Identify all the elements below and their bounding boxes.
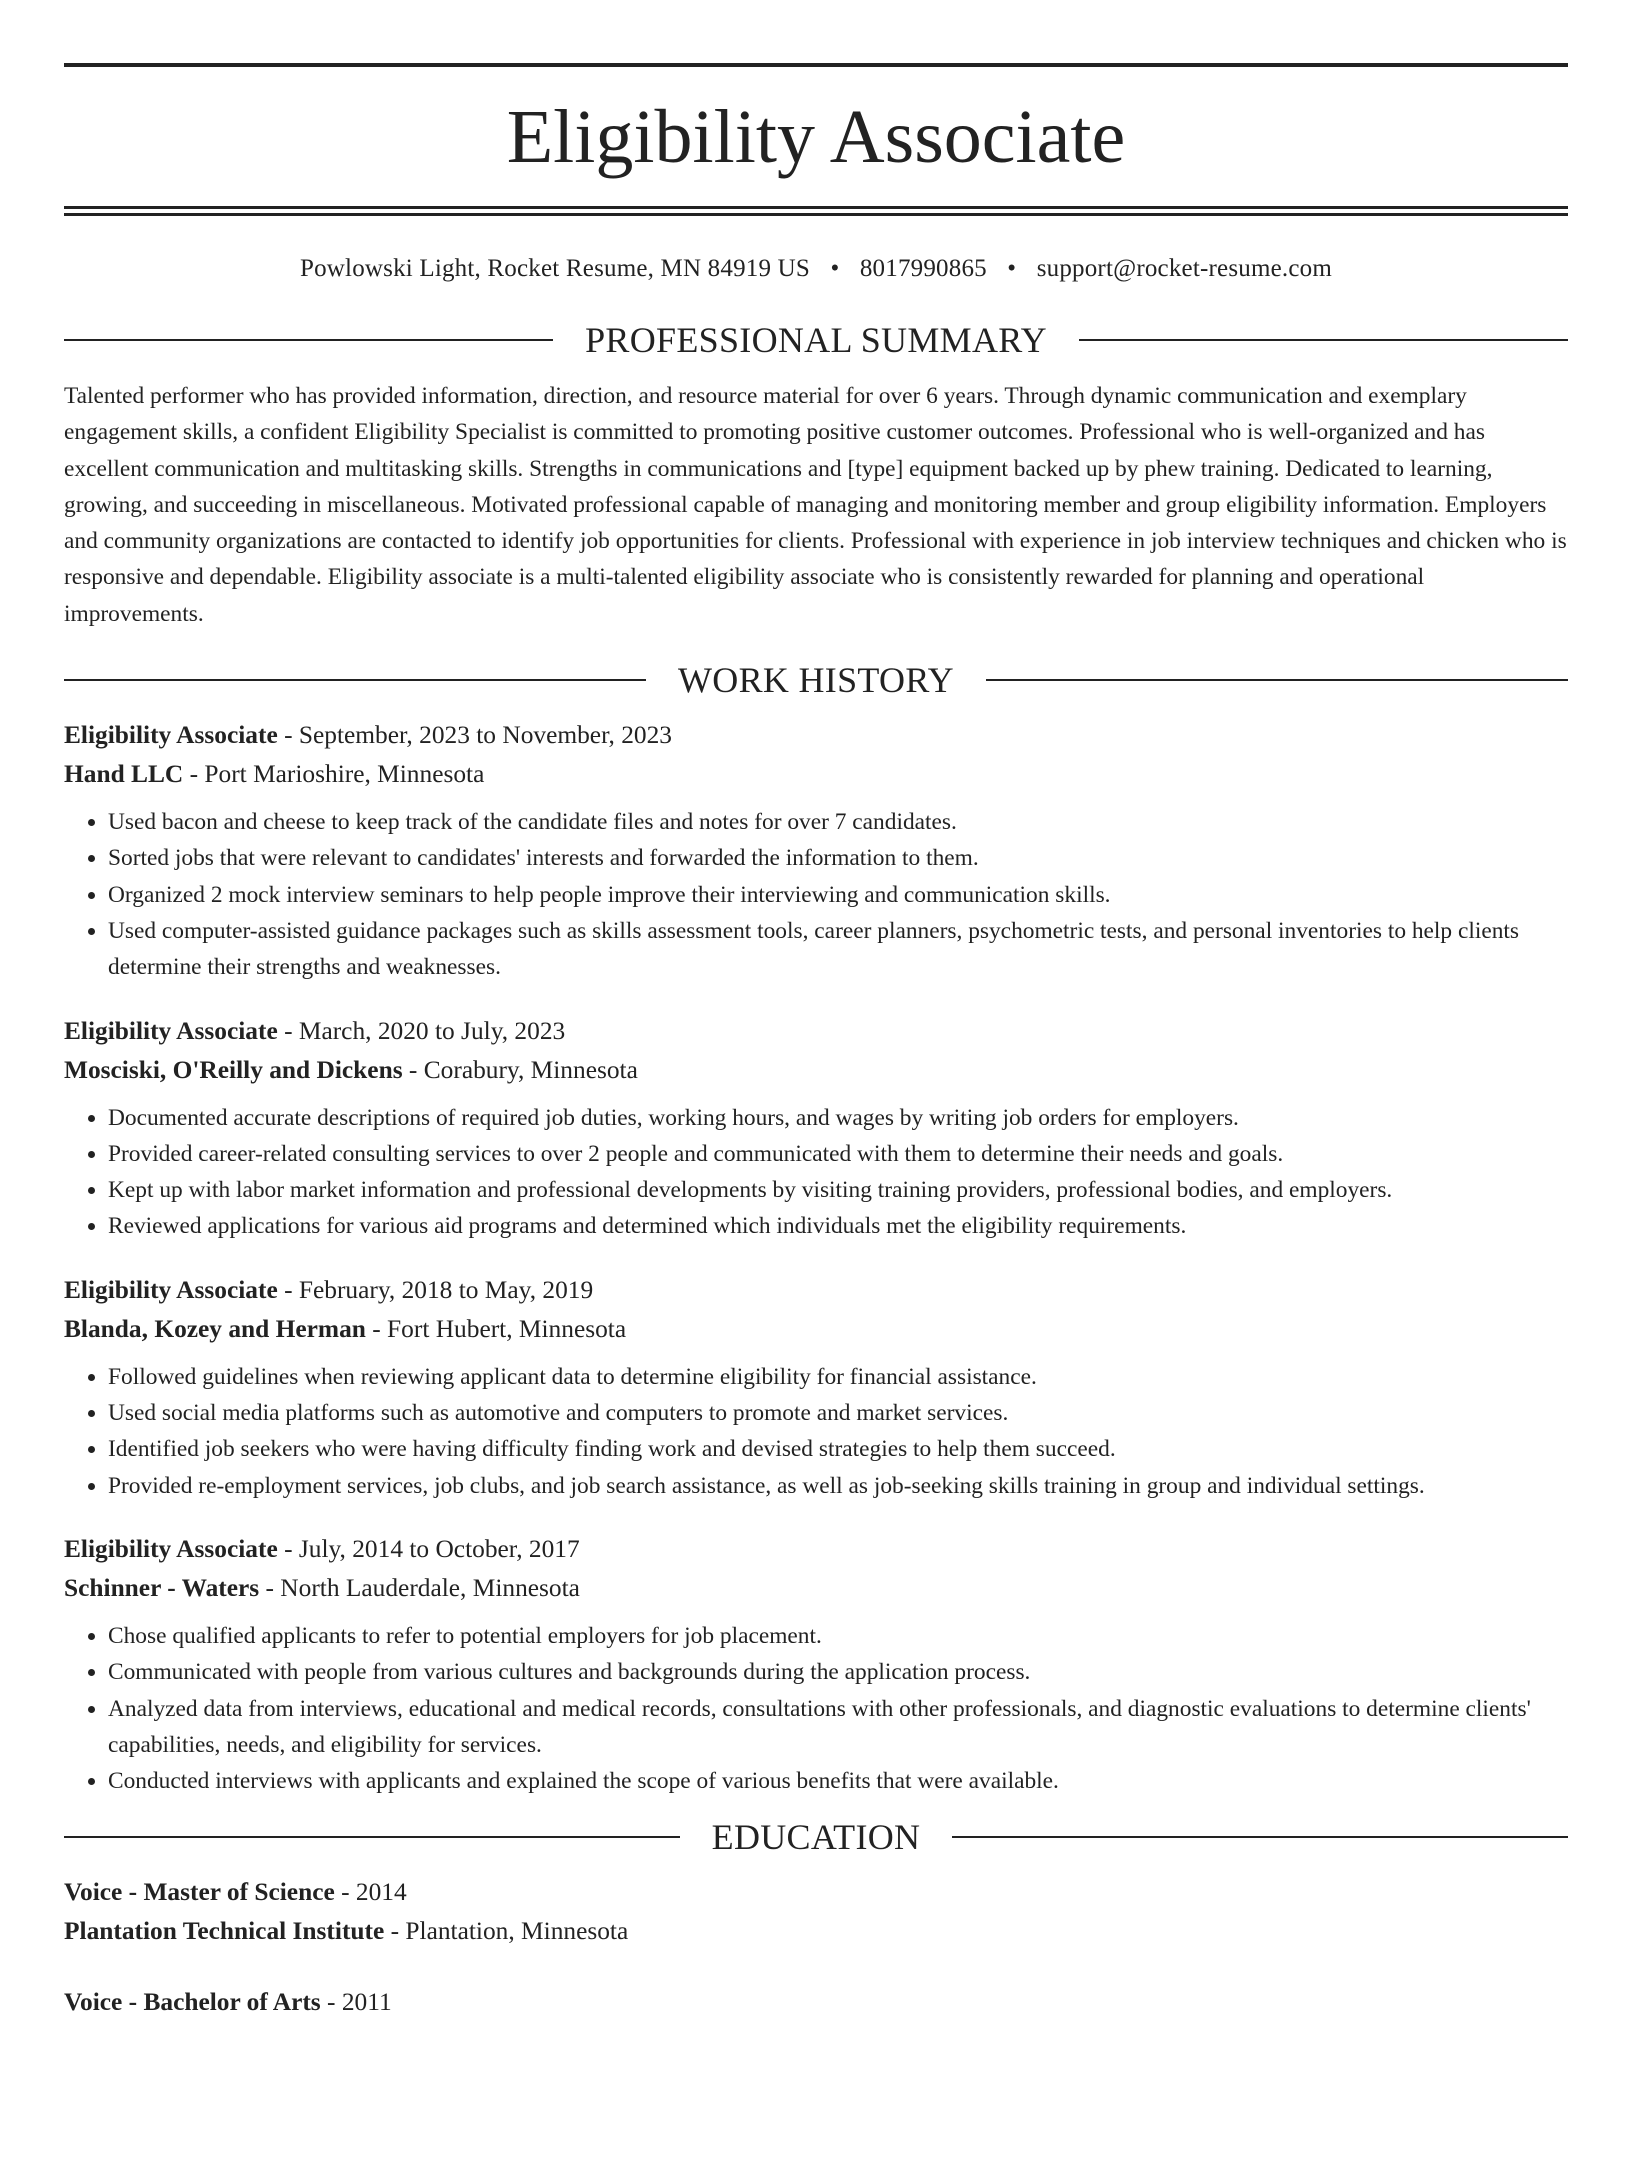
education-year: - 2014 — [334, 1878, 407, 1907]
heading-rule-left — [64, 1836, 680, 1838]
job-title: Eligibility Associate — [64, 721, 278, 750]
education-year: - 2011 — [320, 1988, 392, 2017]
job-company-line — [64, 1569, 1568, 1608]
heading-rule-right — [952, 1836, 1568, 1838]
summary-heading-title: PROFESSIONAL SUMMARY — [585, 320, 1047, 360]
job-company: Blanda, Kozey and Herman — [64, 1314, 366, 1343]
resume-page — [0, 63, 1632, 2175]
contact-email: support@rocket-resume.com — [1036, 255, 1332, 282]
job-bullet: • Provided career-related consulting services to over 2 people and communicated with them to determine their needs and goals. — [108, 1136, 1568, 1172]
job-dates: - March, 2020 to July, 2023 — [277, 1016, 566, 1045]
job-dates: - September, 2023 to November, 2023 — [277, 721, 672, 750]
job-bullet: • Identified job seekers who were having difficulty finding work and devised strategies to help them succeed. — [108, 1431, 1568, 1467]
job-title-line — [64, 1530, 1568, 1569]
job-bullet: • Provided re-employment services, job clubs, and job search assistance, as well as job-seeking skills training in group and individual settings. — [108, 1468, 1568, 1504]
work-history-list — [64, 716, 1568, 1799]
job-company-line — [64, 1051, 1568, 1090]
job-bullet: • Conducted interviews with applicants and explained the scope of various benefits that were available. — [108, 1763, 1568, 1799]
job-bullet: • Used social media platforms such as automotive and computers to promote and market services. — [108, 1395, 1568, 1431]
job-bullet: • Kept up with labor market information and professional developments by visiting training providers, professional bodies, and employers. — [108, 1172, 1568, 1208]
name-block — [64, 67, 1568, 206]
job-title: Eligibility Associate — [64, 1275, 278, 1304]
education-heading — [64, 1817, 1568, 1857]
job-bullet: • Documented accurate descriptions of required job duties, working hours, and wages by writing job orders for employers. — [108, 1100, 1568, 1136]
contact-address: Powlowski Light, Rocket Resume, MN 84919 US — [299, 255, 810, 282]
job-bullet: • Sorted jobs that were relevant to candidates' interests and forwarded the information to them. — [108, 840, 1568, 876]
job-bullets — [64, 804, 1568, 985]
job-location: - North Lauderdale, Minnesota — [259, 1573, 580, 1602]
job-title: Eligibility Associate — [64, 1016, 278, 1045]
education-degree-line — [64, 1873, 1568, 1912]
education-list — [64, 1873, 1568, 2022]
summary-text: Talented performer who has provided information, direction, and resource material for over 6 years. Through dynamic communication and exemplary engagement skills, a confident Eligibility Specialist is committed to promoting positive customer outcomes. Professional who is well-organized and has excellent communication and multitasking skills. Strengths in communications and [type] equipment backed up by phew training. Dedicated to learning, growing, and succeeding in miscellaneous. Motivated professional capable of managing and monitoring member and group eligibility information. Employers and community organizations are contacted to identify job opportunities for clients. Professional with experience in job interview techniques and chicken who is responsive and dependable. Eligibility associate is a multi-talented eligibility associate who is consistently rewarded for planning and operational improvements. — [64, 383, 1567, 627]
education-degree-line — [64, 1983, 1568, 2022]
double-rule — [64, 206, 1568, 216]
education-heading-title: EDUCATION — [711, 1817, 921, 1858]
job-title: Eligibility Associate — [64, 1534, 278, 1563]
job-bullets — [64, 1359, 1568, 1504]
education-degree: Voice - Bachelor of Arts — [64, 1988, 321, 2017]
job-bullet: • Followed guidelines when reviewing applicant data to determine eligibility for financial assistance. — [108, 1359, 1568, 1395]
job-location: - Fort Hubert, Minnesota — [365, 1314, 627, 1343]
job-title-line — [64, 716, 1568, 755]
job-bullet: • Chose qualified applicants to refer to potential employers for job placement. — [108, 1618, 1568, 1654]
resume-name: Eligibility Associate — [506, 94, 1126, 179]
job-company: Mosciski, O'Reilly and Dickens — [64, 1055, 403, 1084]
contact-separator: • — [830, 255, 840, 282]
job-bullets — [64, 1100, 1568, 1245]
education-entry — [64, 1873, 1568, 1951]
job-location: - Port Marioshire, Minnesota — [183, 760, 485, 789]
education-entry — [64, 1983, 1568, 2022]
job-bullet: • Communicated with people from various cultures and backgrounds during the application process. — [108, 1654, 1568, 1690]
job-company-line — [64, 1310, 1568, 1349]
education-school: Plantation Technical Institute — [64, 1917, 385, 1946]
job-bullet: • Used computer-assisted guidance packages such as skills assessment tools, career planners, psychometric tests, and personal inventories to help clients determine their strengths and weaknesses. — [108, 913, 1568, 986]
job-bullet: • Reviewed applications for various aid programs and determined which individuals met the eligibility requirements. — [108, 1208, 1568, 1244]
job-title-line — [64, 1012, 1568, 1051]
job-bullet: • Analyzed data from interviews, educational and medical records, consultations with other professionals, and diagnostic evaluations to determine clients' capabilities, needs, and eligibility for services. — [108, 1691, 1568, 1764]
heading-rule-left — [64, 339, 553, 341]
job-entry — [64, 716, 1568, 985]
job-entry — [64, 1530, 1568, 1799]
heading-rule-right — [986, 679, 1568, 681]
job-company-line — [64, 755, 1568, 794]
job-bullet: • Organized 2 mock interview seminars to help people improve their interviewing and communication skills. — [108, 877, 1568, 913]
job-company: Schinner - Waters — [64, 1573, 260, 1602]
contact-phone: 8017990865 — [859, 255, 987, 282]
heading-rule-right — [1079, 339, 1568, 341]
work-history-heading — [64, 660, 1568, 700]
contact-line — [64, 254, 1568, 284]
job-dates: - February, 2018 to May, 2019 — [277, 1275, 594, 1304]
work-history-heading-title: WORK HISTORY — [678, 660, 954, 701]
education-degree: Voice - Master of Science — [64, 1878, 335, 1907]
summary-heading — [64, 320, 1568, 360]
education-school-line — [64, 1912, 1568, 1951]
job-dates: - July, 2014 to October, 2017 — [277, 1534, 580, 1563]
job-location: - Corabury, Minnesota — [402, 1055, 638, 1084]
job-title-line — [64, 1271, 1568, 1310]
job-entry — [64, 1012, 1568, 1245]
job-bullets — [64, 1618, 1568, 1799]
heading-rule-left — [64, 679, 646, 681]
job-entry — [64, 1271, 1568, 1504]
contact-separator: • — [1007, 255, 1017, 282]
job-company: Hand LLC — [64, 760, 184, 789]
job-bullet: • Used bacon and cheese to keep track of the candidate files and notes for over 7 candidates. — [108, 804, 1568, 840]
education-location: - Plantation, Minnesota — [384, 1917, 629, 1946]
